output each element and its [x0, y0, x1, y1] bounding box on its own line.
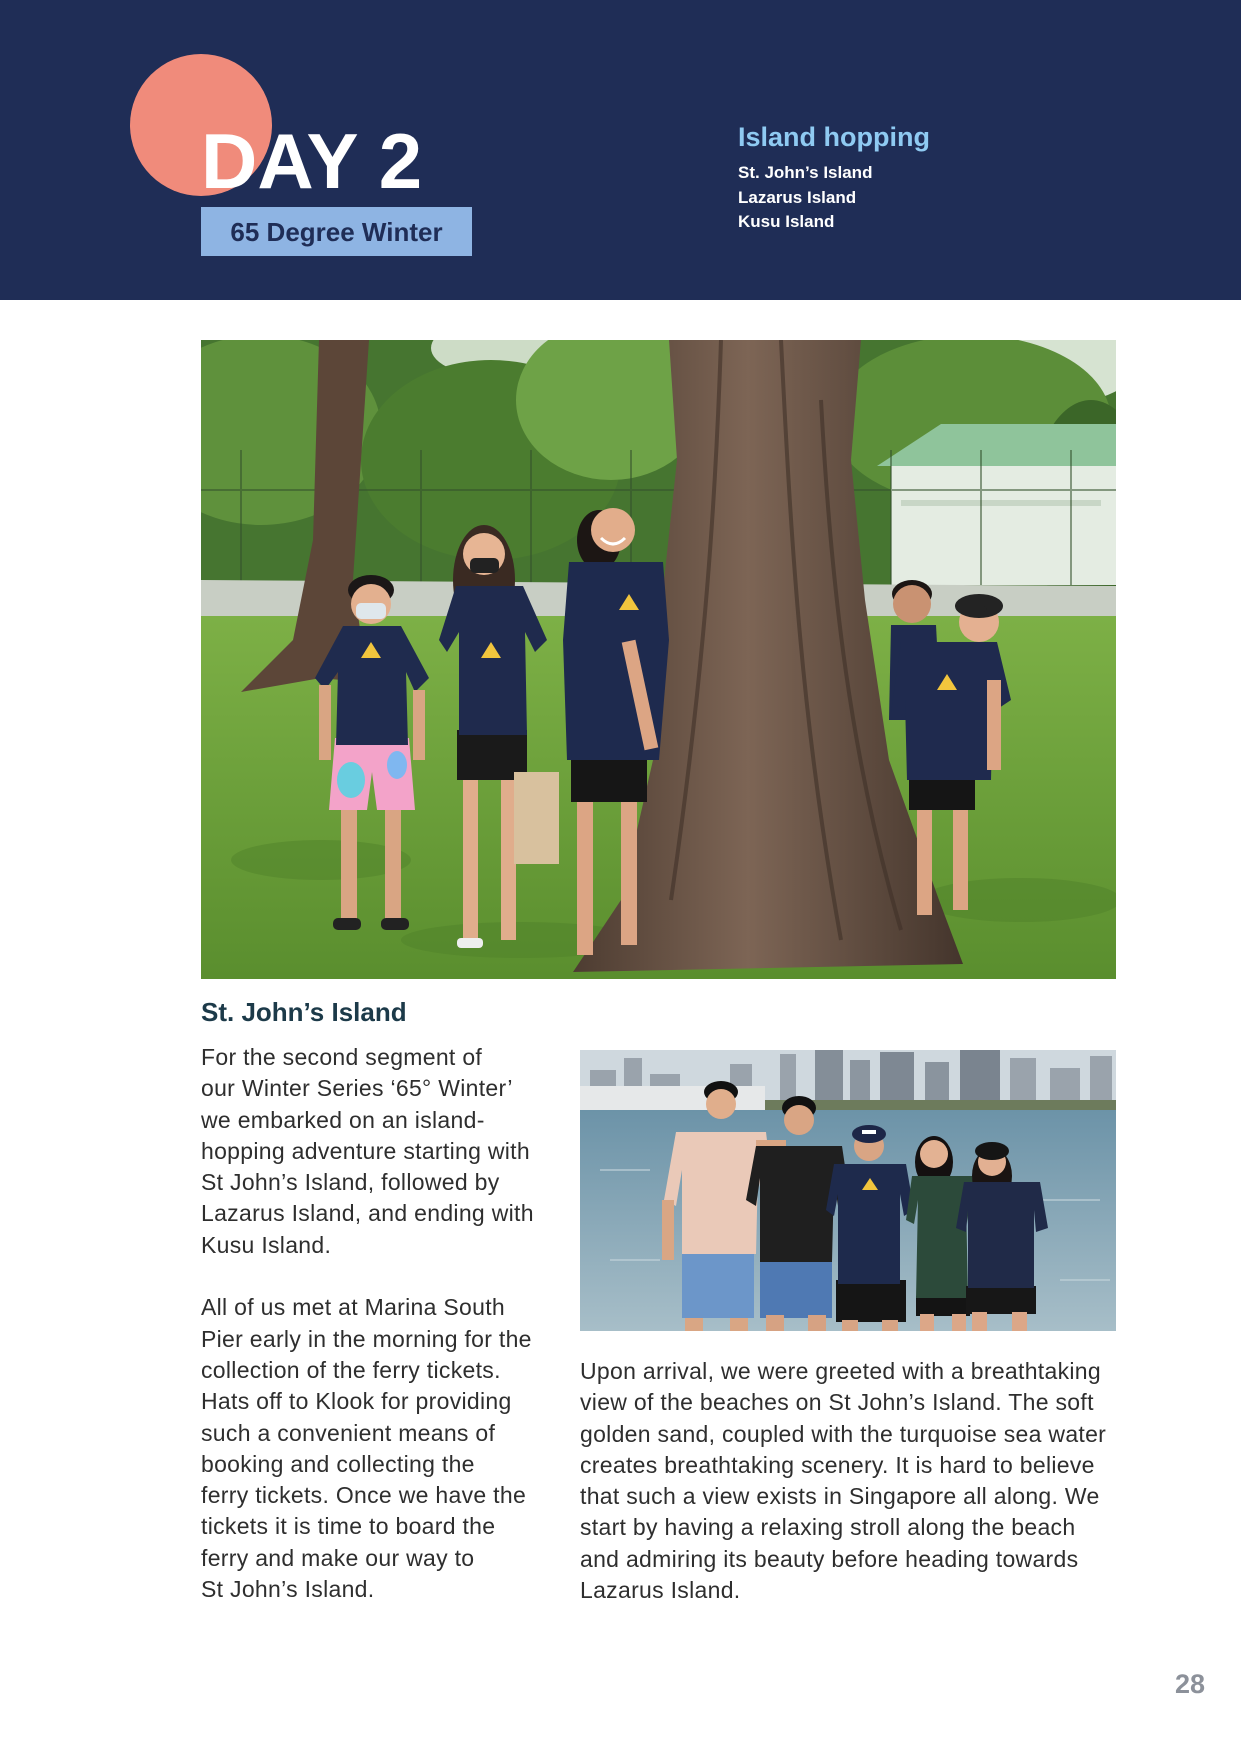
text-line: All of us met at Marina South	[201, 1294, 506, 1321]
group-photo-tree-image	[201, 340, 1116, 979]
shoreline-trees	[765, 1100, 1116, 1110]
text-line: tickets it is time to board the	[201, 1513, 496, 1540]
group-photo-beach	[580, 1050, 1116, 1331]
text-line: such a convenient means of	[201, 1419, 496, 1446]
text-line: and admiring its beauty before heading towards	[580, 1545, 1079, 1572]
series-badge-label: 65 Degree Winter	[230, 216, 443, 247]
day-title: DAY 2	[201, 117, 423, 205]
text-line: St John’s Island, followed by	[201, 1169, 500, 1196]
text-line: start by having a relaxing stroll along the beach	[580, 1514, 1076, 1541]
text-line: we embarked on an island-	[201, 1106, 485, 1133]
section-heading: St. John’s Island	[201, 997, 407, 1027]
text-line: our Winter Series ‘65° Winter’	[201, 1075, 513, 1102]
text-line: ferry tickets. Once we have the	[201, 1482, 527, 1509]
itinerary-item: Lazarus Island	[738, 187, 857, 207]
text-line: golden sand, coupled with the turquoise sea water	[580, 1420, 1107, 1447]
itinerary-item: Kusu Island	[738, 212, 835, 232]
text-line: For the second segment of	[201, 1044, 483, 1070]
paragraph	[580, 1356, 1116, 1606]
group-photo-tree	[201, 340, 1116, 979]
itinerary-title: Island hopping	[738, 122, 930, 152]
text-line: booking and collecting the	[201, 1450, 475, 1477]
text-line: Upon arrival, we were greeted with a breathtaking	[580, 1358, 1101, 1384]
background-building	[877, 424, 1116, 585]
text-line: that such a view exists in Singapore all along. We	[580, 1483, 1100, 1510]
article-column-right	[580, 1356, 1116, 1606]
text-line: view of the beaches on St John’s Island. The soft	[580, 1389, 1094, 1416]
page-header-banner	[0, 0, 1241, 300]
text-line: Kusu Island.	[201, 1231, 332, 1258]
text-line: creates breathtaking scenery. It is hard to believe	[580, 1451, 1095, 1478]
text-line: Lazarus Island.	[580, 1577, 741, 1604]
text-line: collection of the ferry tickets.	[201, 1356, 501, 1383]
text-line: hopping adventure starting with	[201, 1137, 530, 1164]
text-line: Hats off to Klook for providing	[201, 1388, 512, 1415]
series-badge	[201, 207, 472, 256]
group-photo-beach-image	[580, 1050, 1116, 1331]
text-line: St John’s Island.	[201, 1576, 375, 1603]
text-line: Pier early in the morning for the	[201, 1325, 532, 1352]
itinerary-list	[738, 161, 872, 235]
paragraph	[201, 1292, 571, 1605]
itinerary-item: St. John’s Island	[738, 163, 873, 182]
article-column-left	[201, 1042, 571, 1605]
text-line: ferry and make our way to	[201, 1544, 475, 1571]
paragraph	[201, 1042, 571, 1261]
page-number: 28	[1174, 1669, 1205, 1699]
text-line: Lazarus Island, and ending with	[201, 1200, 534, 1227]
